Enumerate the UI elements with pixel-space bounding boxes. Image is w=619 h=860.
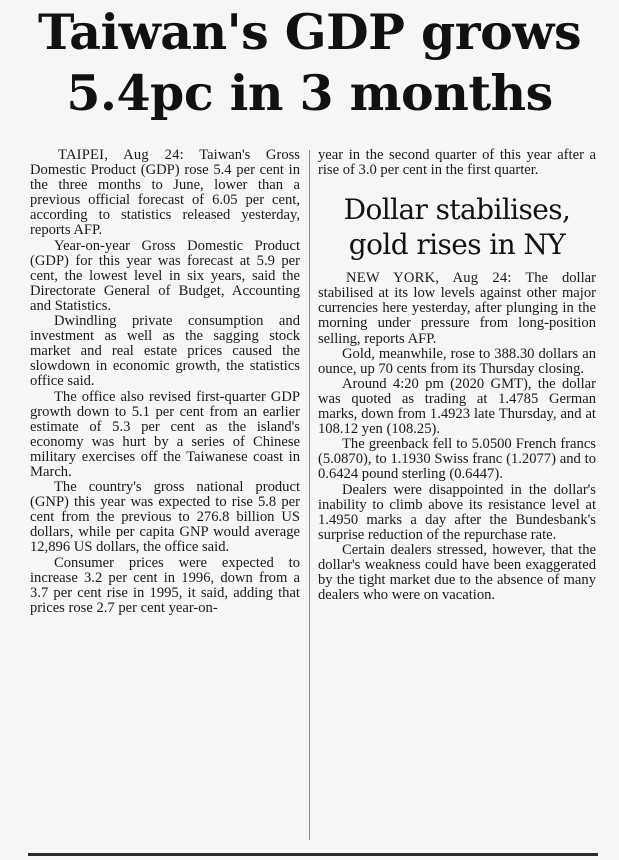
dollar-headline-line-2: gold rises in NY (348, 228, 566, 262)
main-headline-line-2: 5.4pc in 3 months (66, 64, 553, 122)
dollar-article-paragraph-text: The dollar stabilised at its low levels against other major currencies here yesterday, after plunging in the morning under pressure from long-position selling, reports AFP. (318, 270, 596, 347)
dollar-article-headline (318, 192, 596, 262)
bottom-rule (28, 853, 598, 856)
article-paragraph: Year-on-year Gross Domestic Product (GDP) for this year was forecast at 5.9 per cent, the lowest level in six years, said the Directorate General of Budget, Accounting and Statistics. (30, 237, 300, 314)
dollar-article-paragraph: Around 4:20 pm (2020 GMT), the dollar was quoted as trading at 1.4785 German marks, down from 1.4923 late Thursday, and at 108.12 yen (108.25). (318, 375, 596, 438)
article-paragraph: The office also revised first-quarter GDP growth down to 5.1 per cent from an earlier estimate of 5.3 per cent as the island's economy was hurt by a series of Chinese military exercises off the Taiwanese coast in March. (30, 388, 300, 480)
dollar-article-paragraph (318, 271, 596, 346)
main-headline-line-1: Taiwan's GDP grows (37, 3, 582, 61)
dollar-article-paragraph: Gold, meanwhile, rose to 388.30 dollars an ounce, up 70 cents from its Thursday closing. (318, 345, 596, 377)
column-divider (309, 150, 310, 840)
article-paragraph: The country's gross national product (GNP) this year was expected to rise 5.8 per cent from the previous to 276.8 billion US dollars, while per capita GNP would average 12,896 US dollars, the office said. (30, 479, 300, 556)
article-continuation: year in the second quarter of this year after a rise of 3.0 per cent in the first quarter. (318, 147, 596, 179)
dollar-headline-line-1: Dollar stabilises, (343, 193, 571, 227)
article-paragraph-text: Taiwan's Gross Domestic Product (GDP) rose 5.4 per cent in the three months to June, lower than a previous official forecast of 6.05 per cent, according to statistics released yesterday, reports AFP. (30, 147, 300, 239)
main-headline (0, 2, 619, 124)
article-paragraph: Consumer prices were expected to increase 3.2 per cent in 1996, down from a 3.7 per cent rise in 1995, it said, adding that prices rose 2.7 per cent year-on- (30, 554, 300, 616)
dollar-article-paragraph: Certain dealers stressed, however, that the dollar's weakness could have been exaggerated by the tight market due to the absence of many dealers who were on vacation. (318, 541, 596, 604)
article-paragraph: Dwindling private consumption and investment as well as the sagging stock market and real estate prices caused the slowdown in economic growth, the statistics office said. (30, 313, 300, 390)
dollar-article-dateline: NEW YORK, Aug 24: (346, 270, 512, 287)
article-dateline: TAIPEI, Aug 24: (58, 147, 184, 163)
right-column (318, 148, 596, 603)
dollar-article-paragraph: Dealers were disappointed in the dollar's inability to climb above its resistance level at 1.4950 marks a day after the Bundesbank's surprise reduction of the repurchase rate. (318, 481, 596, 543)
dollar-article-paragraph: The greenback fell to 5.0500 French francs (5.0870), to 1.1930 Swiss franc (1.2077) and to 0.6424 pound sterling (0.6447). (318, 436, 596, 483)
taiwan-gdp-article-column (30, 148, 300, 616)
article-paragraph (30, 148, 300, 239)
